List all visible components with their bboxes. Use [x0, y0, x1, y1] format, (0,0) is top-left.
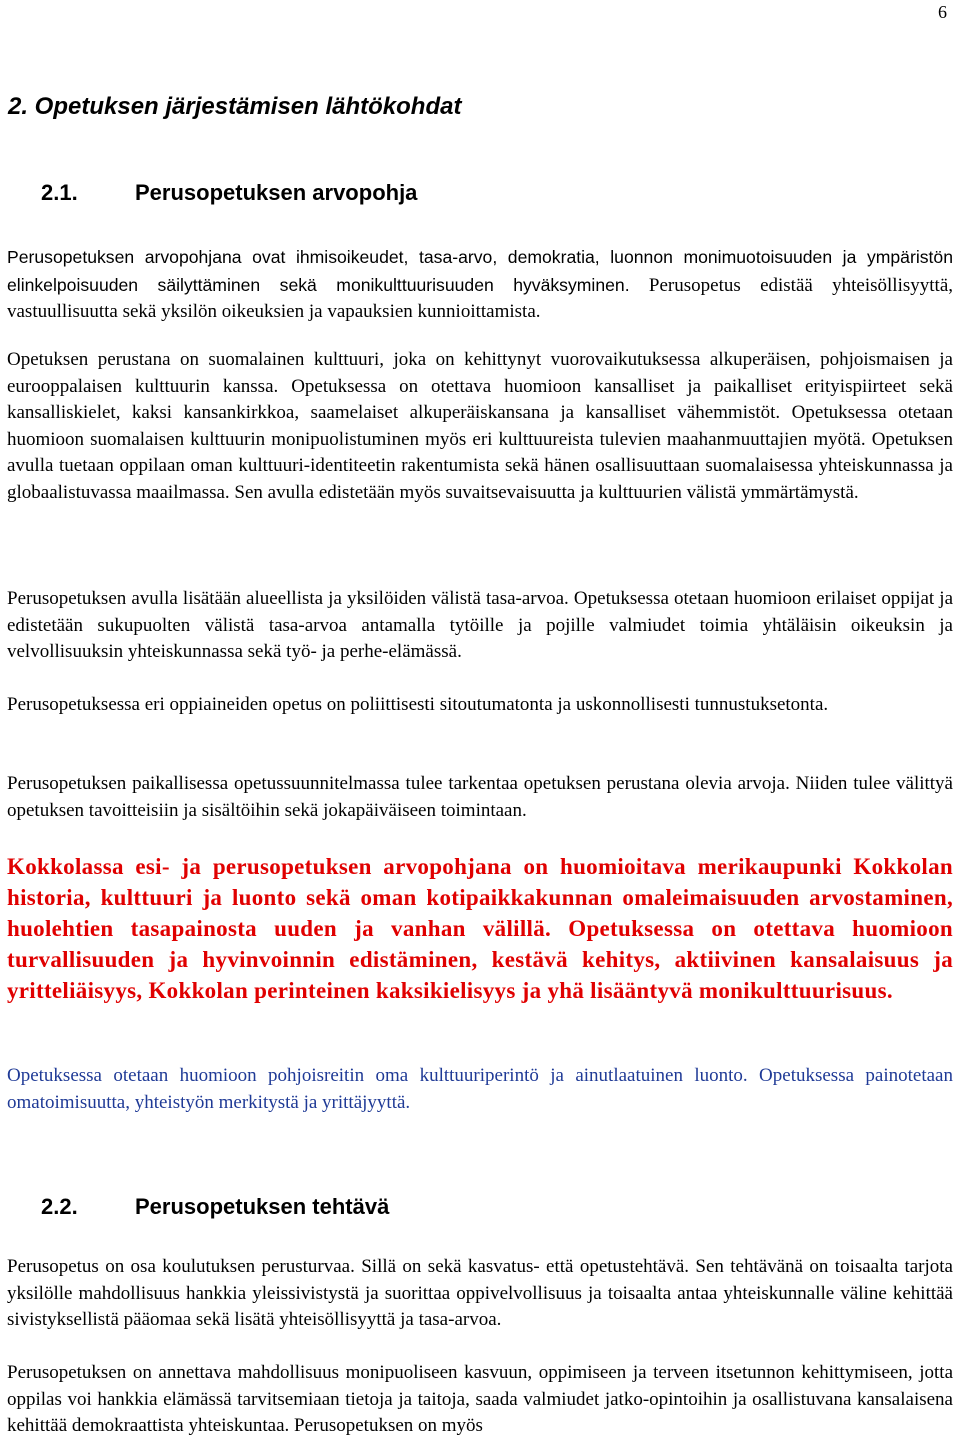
main-heading: 2. Opetuksen järjestämisen lähtökohdat	[8, 93, 462, 120]
section-heading-arvopohja	[41, 179, 417, 207]
section-title: Perusopetuksen tehtävä	[135, 1194, 390, 1219]
section-number: 2.2.	[41, 1194, 78, 1219]
paragraph-kulttuuri: Opetuksen perustana on suomalainen kulttuuri, joka on kehittynyt vuorovaikutuksessa alkuperäisen, pohjoismaisen ja eurooppalaisen kulttuurin kanssa. Opetuksessa on otettava huomioon kansalliset ja paikalliset erityispiirteet sekä kansalliskielet, kaksi kansankirkkoa, saamelaiset alkuperäiskansana ja kansalliset vähemmistöt. Opetuksessa otetaan huomioon suomalaisen kulttuurin monipuolistuminen myös eri kulttuureista tulevien maahanmuuttajien myötä. Opetuksen avulla tuetaan oppilaan oman kulttuuri-identiteetin rakentumista sekä hänen osallisuuttaan suomalaisessa yhteiskunnassa ja globaalistuvassa maailmassa. Sen avulla edistetään myös suvaitsevaisuutta ja kulttuurien välistä ymmärtämystä.	[7, 349, 953, 503]
section-title: Perusopetuksen arvopohja	[135, 180, 418, 205]
paragraph-kokkola-arvopohja: Kokkolassa esi- ja perusopetuksen arvopohjana on huomioitava merikaupunki Kokkolan historia, kulttuuri ja luonto sekä oman kotipaikkakunnan omaleimaisuuden arvostaminen, huolehtien tasapainosta uuden ja vanhan välillä. Opetuksessa on otettava huomioon turvallisuuden ja hyvinvoinnin edistäminen, kestävä kehitys, aktiivinen kansalaisuus ja yritteliäisyys, Kokkolan perinteinen kaksikielisyys ja yhä lisääntyvä monikulttuurisuus.	[7, 854, 953, 1003]
paragraph-perusturva: Perusopetus on osa koulutuksen perusturvaa. Sillä on sekä kasvatus- että opetustehtävä. Sen tehtävänä on toisaalta tarjota yksilölle mahdollisuus hankkia yleissivistystä ja suorittaa oppivelvollisuus ja toisaalta antaa yhteiskunnalle väline kehittää sivistyksellistä pääomaa sekä lisätä yhteisöllisyyttä ja tasa-arvoa.	[7, 1256, 953, 1330]
paragraph-serif-text: Perusopetus edistää yhteisöllisyyttä, vastuullisuutta sekä yksilön oikeuksien ja vapauksien kunnioittamista.	[7, 274, 953, 322]
paragraph-sans-text: Perusopetuksen arvopohjana ovat ihmisoikeudet, tasa-arvo, demokratia, luonnon monimuotoisuuden ja ympäristön elinkelpoisuuden säilyttäminen sekä monikulttuurisuuden hyväksyminen.	[7, 247, 953, 295]
paragraph-pohjoisreitti: Opetuksessa otetaan huomioon pohjoisreitin oma kulttuuriperintö ja ainutlaatuinen luonto. Opetuksessa painotetaan omatoimisuutta, yhteistyön merkitystä ja yrittäjyyttä.	[7, 1065, 953, 1113]
section-heading-tehtava	[41, 1193, 389, 1221]
paragraph-tasa-arvo: Perusopetuksen avulla lisätään alueellista ja yksilöiden välistä tasa-arvoa. Opetuksessa otetaan huomioon erilaiset oppijat ja edistetään sukupuolten välistä tasa-arvoa antamalla tytöille ja pojille valmiudet toimia yhtäläisin oikeuksin ja velvollisuuksin yhteiskunnassa sekä työ- ja perhe-elämässä.	[7, 588, 953, 662]
paragraph-sitoutumaton: Perusopetuksessa eri oppiaineiden opetus on poliittisesti sitoutumatonta ja uskonnollisesti tunnustuksetonta.	[7, 694, 829, 715]
paragraph-paikallinen: Perusopetuksen paikallisessa opetussuunnitelmassa tulee tarkentaa opetuksen perustana olevia arvoja. Niiden tulee välittyä opetuksen tavoitteisiin ja sisältöihin sekä jokapäiväiseen toimintaan.	[7, 773, 953, 821]
paragraph-kasvu: Perusopetuksen on annettava mahdollisuus monipuoliseen kasvuun, oppimiseen ja terveen itsetunnon kehittymiseen, jotta oppilas voi hankkia elämässä tarvitsemiaan tietoja ja taitoja, saada valmiudet jatko-opintoihin ja osallistuvana kansalaisena kehittää demokraattista yhteiskuntaa. Perusopetuksen on myös	[7, 1362, 953, 1436]
page-number: 6	[938, 2, 947, 22]
section-number: 2.1.	[41, 180, 78, 205]
paragraph-arvopohja-intro	[7, 244, 953, 326]
